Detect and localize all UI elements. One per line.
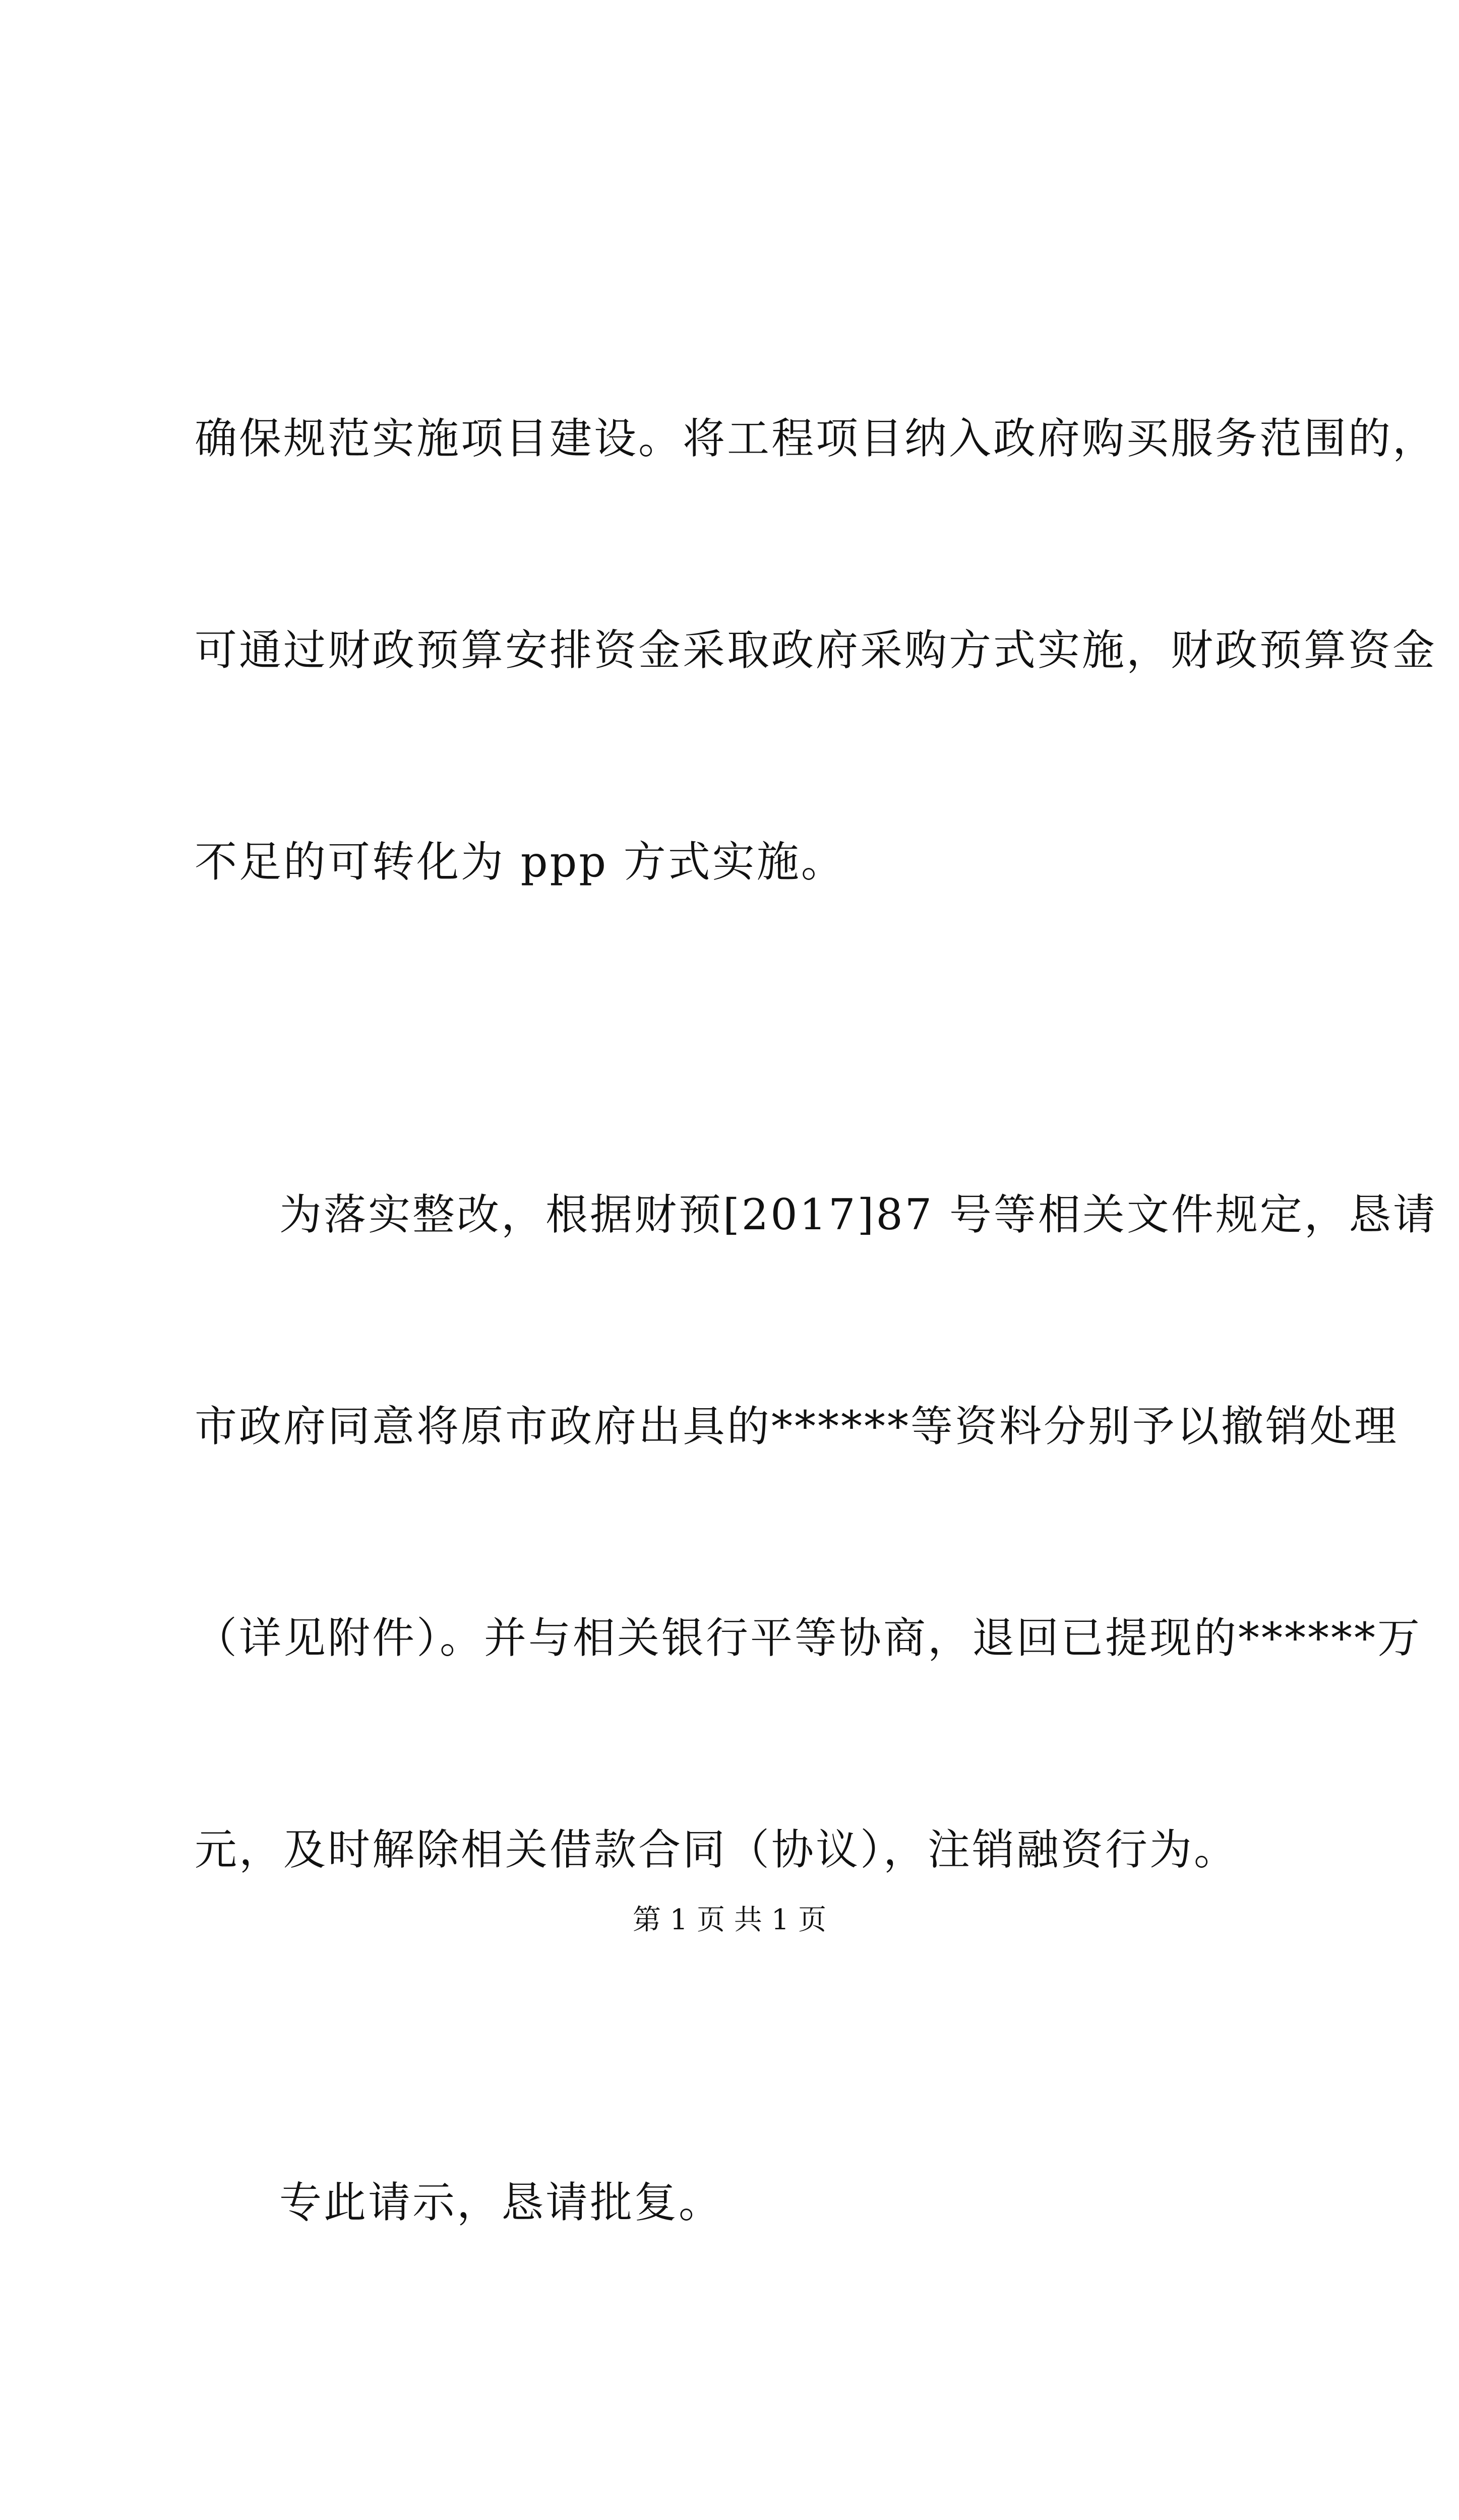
text-line: 确保规范实施项目建设。将工程项目纳入政府购买服务范围的， bbox=[195, 414, 1437, 463]
closing-paragraph bbox=[195, 2026, 1284, 2379]
text-line: 为落实整改，根据财预[2017]87 号等相关文件规定，恳请 bbox=[279, 1190, 1437, 1239]
closing-line: 专此请示，恳请批复。 bbox=[279, 2178, 723, 2227]
paragraph-continuation bbox=[195, 262, 1437, 1038]
text-line: 市政府同意将原市政府出具的******等资料分别予以撤销处理 bbox=[195, 1402, 1399, 1451]
paragraph-rectification bbox=[195, 1038, 1437, 2026]
text-line: 可通过财政预算安排资金采取政府采购方式实施，财政预算资金 bbox=[195, 625, 1437, 675]
page-footer bbox=[0, 1903, 1459, 1938]
signature-date-paragraph bbox=[195, 2379, 1284, 2520]
text-line: 元，及时解除相关借款合同（协议），注销融资行为。 bbox=[195, 1825, 1239, 1874]
text-line: 不足的可转化为 ppp 方式实施。 bbox=[195, 837, 845, 887]
text-line: （详见附件）。并与相关银行平等协商，退回已提现的******万 bbox=[195, 1613, 1422, 1663]
page-number: 第 1 页 共 1 页 bbox=[632, 1904, 827, 1936]
document-body bbox=[195, 262, 1437, 2520]
